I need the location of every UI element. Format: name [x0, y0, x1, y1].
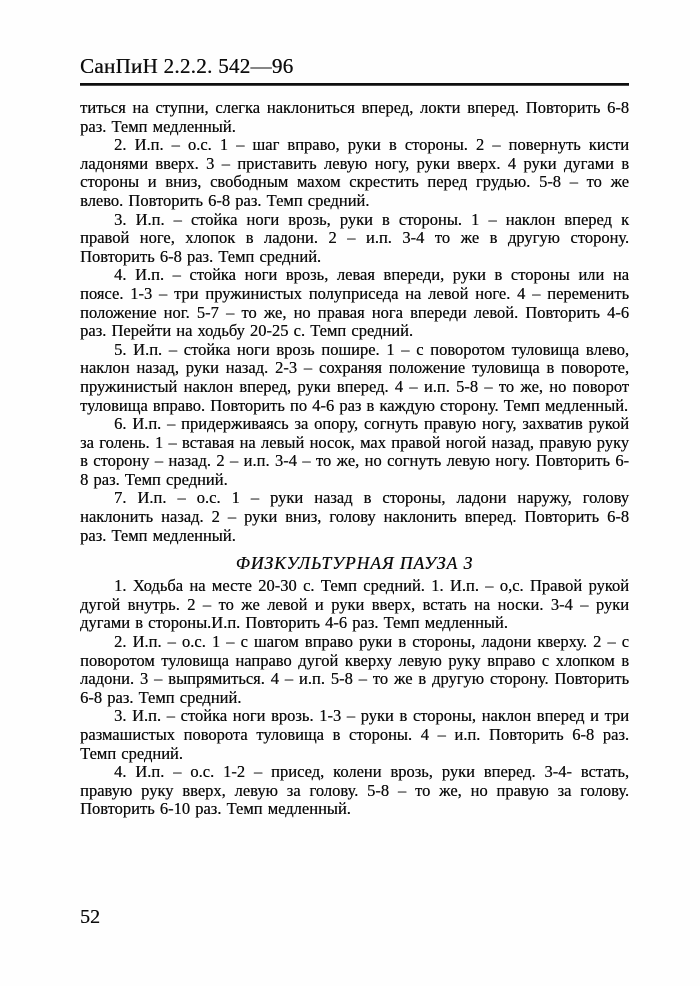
paragraph-exercise-6: 6. И.п. – придерживаясь за опору, согнуть правую ногу, захватив рукой за голень. 1 – вставая на левый носок, мах правой ногой назад, правую руку в сторону – назад. 2 – и.п. 3-4 – то же, но согнуть левую ногу. Повторить 6-8 раз. Темп средний.: [80, 414, 629, 489]
paragraph-pause3-exercise-3: 3. И.п. – стойка ноги врозь. 1-3 – руки в стороны, наклон вперед и три размашистых поворота туловища в стороны. 4 – и.п. Повторить 6-8 раз. Темп средний.: [80, 706, 629, 763]
document-header-title: СанПиН 2.2.2. 542—96: [80, 54, 294, 78]
section-exercises-continued: [80, 99, 629, 545]
paragraph-pause3-exercise-4: 4. И.п. – о.с. 1-2 – присед, колени врозь, руки вперед. 3-4- встать, правую руку вверх, левую за голову. 5-8 – то же, но правую за голову. Повторить 6-10 раз. Темп медленный.: [80, 762, 629, 819]
paragraph-pause3-exercise-1: 1. Ходьба на месте 20-30 с. Темп средний. 1. И.п. – о,с. Правой рукой дугой внутрь. 2 – то же левой и руки вверх, встать на носки. 3-4 – руки дугами в стороны.И.п. Повторить 4-6 раз. Темп медленный.: [80, 576, 629, 633]
paragraph-exercise-7: 7. И.п. – о.с. 1 – руки назад в стороны, ладони наружу, голову наклонить назад. 2 – руки вниз, голову наклонить вперед. Повторить 6-8 раз. Темп медленный.: [80, 488, 629, 545]
paragraph-exercise-3: 3. И.п. – стойка ноги врозь, руки в стороны. 1 – наклон вперед к правой ноге, хлопок в ладони. 2 – и.п. 3-4 то же в другую сторону. Повторить 6-8 раз. Темп средний.: [80, 209, 629, 266]
paragraph-exercise-4: 4. И.п. – стойка ноги врозь, левая впереди, руки в стороны или на поясе. 1-3 – три пружинистых полуприседа на левой ноге. 4 – переменить положение ног. 5-7 – то же, но правая нога впереди левой. Повторить 4-6 раз. Перейти на ходьбу 20-25 с. Темп средний.: [80, 265, 629, 341]
paragraph-pause3-exercise-2: 2. И.п. – о.с. 1 – с шагом вправо руки в стороны, ладони кверху. 2 – с поворотом туловища направо дугой кверху левую руку вправо с хлопком в ладони. 3 – выпрямиться. 4 – и.п. 5-8 – то же в другую сторону. Повторить 6-8 раз. Темп средний.: [80, 632, 629, 707]
page-number: 52: [80, 906, 100, 928]
paragraph-exercise-2: 2. И.п. – о.с. 1 – шаг вправо, руки в стороны. 2 – повернуть кисти ладонями вверх. 3 – приставить левую ногу, руки вверх. 4 руки дугами в стороны и вниз, свободным махом скрестить перед грудью. 5-8 – то же влево. Повторить 6-8 раз. Темп средний.: [80, 135, 629, 210]
header-rule: [80, 83, 629, 86]
section-heading-fizkulturnaya-pauza-3: ФИЗКУЛЬТУРНАЯ ПАУЗА 3: [235, 553, 474, 574]
paragraph-continuation: титься на ступни, слегка наклониться вперед, локти вперед. Повторить 6-8 раз. Темп медленный.: [80, 98, 629, 136]
text-block: [80, 54, 629, 819]
paragraph-exercise-5: 5. И.п. – стойка ноги врозь пошире. 1 – с поворотом туловища влево, наклон назад, руки назад. 2-3 – сохраняя положение туловища в повороте, пружинистый наклон вперед, руки вперед. 4 – и.п. 5-8 – то же, но поворот туловища вправо. Повторить по 4-6 раз в каждую сторону. Темп медленный.: [80, 339, 629, 415]
section-pause-3: [80, 577, 629, 819]
